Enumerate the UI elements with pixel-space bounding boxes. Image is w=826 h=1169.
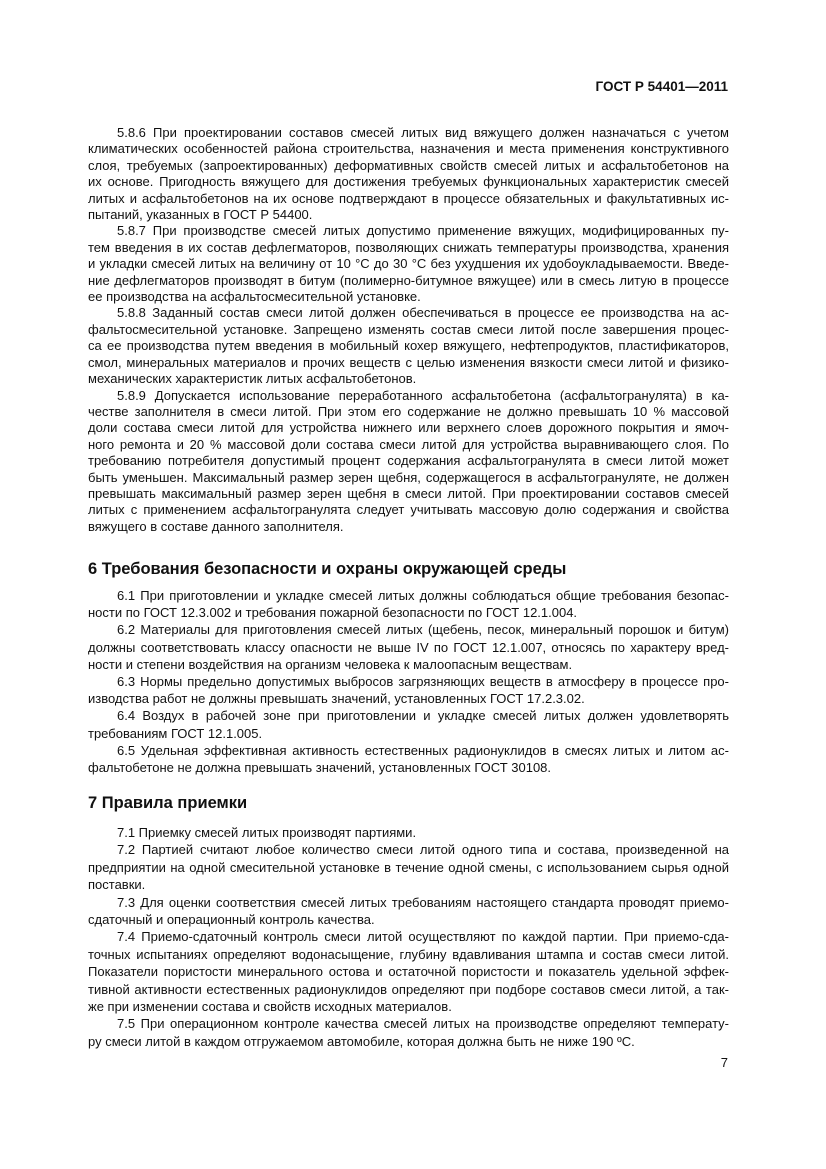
text-line: фальтобетоне не должна превышать значений, установленных ГОСТ 30108. (88, 760, 552, 776)
text-line: 6.4 Воздух в рабочей зоне при приготовлении и укладке смесей литых должен удовлетворять (117, 708, 729, 724)
text-line: тем введения в их состав дефлегматоров, позволяющих снижать температуры производства, хранения (88, 239, 729, 255)
paragraph (88, 841, 729, 893)
paragraph (88, 707, 729, 741)
text-line: 7.4 Приемо-сдаточный контроль смеси литой осуществляют по каждой партии. При приемо-сда- (117, 929, 729, 945)
page-number: 7 (720, 1055, 728, 1070)
text-line: ности по ГОСТ 12.3.002 и требования пожарной безопасности по ГОСТ 12.1.004. (88, 605, 578, 621)
text-line: требованию потребителя допустимый процент содержания асфальтогранулята в смеси литой может (88, 453, 729, 469)
text-line: честве заполнителя в смеси литой. При этом его содержание не должно превышать 10 % массовой (88, 403, 729, 419)
text-line: 6.1 При приготовлении и укладке смесей литых должны соблюдаться общие требования безопас- (117, 588, 729, 603)
text-line: 6.2 Материалы для приготовления смесей литых (щебень, песок, минеральный порошок и битум) (117, 622, 729, 638)
text-line: их основе. Пригодность вяжущего для достижения требуемых функциональных характеристик смесей (88, 174, 729, 190)
paragraph (88, 824, 729, 841)
paragraph (88, 621, 729, 673)
text-line: 7.3 Для оценки соответствия смесей литых требованиям настоящего стандарта проводят приемо- (117, 894, 729, 910)
paragraph (88, 125, 729, 223)
text-line: 6.5 Удельная эффективная активность естественных радионуклидов в смесях литых и литом ас- (117, 742, 729, 758)
text-line: превышать максимальный размер зерен щебня в смеси литой. При проектировании составов смесей (88, 485, 729, 501)
paragraph (88, 587, 729, 621)
text-line: 7.1 Приемку смесей литых производят партиями. (117, 825, 417, 840)
text-line: ру смеси литой в каждом отгружаемом автомобиле, которая должна быть не ниже 190 ºС. (88, 1033, 635, 1049)
text-line: и укладки смесей литых на величину от 10 °С до 30 °С без ухудшения их удобоукладываемости. Введе- (88, 256, 729, 272)
text-line: слоя, требуемых (запроектированных) деформативных свойств смесей литых и асфальтобетонов на (88, 157, 729, 173)
section-6-heading: 6 Требования безопасности и охраны окружающей среды (88, 560, 567, 578)
text-line: ние дефлегматоров производят в битум (полимерно-битумное вяжущее) или в смесь литую в процессе (88, 272, 729, 288)
text-line: поставки. (88, 877, 146, 893)
paragraph (88, 894, 729, 929)
text-line: 5.8.9 Допускается использование переработанного асфальтобетона (асфальтогранулята) в ка- (117, 387, 729, 403)
text-line: литых и асфальтобетонов на их основе подтверждают в процессе обязательных и факультативных ис- (88, 190, 729, 206)
text-line: 7.2 Партией считают любое количество смеси литой одного типа и состава, произведенной на (117, 842, 729, 858)
text-line: изводства работ не должны превышать значений, установленных ГОСТ 17.2.3.02. (88, 691, 585, 707)
clause-5-8-block (88, 125, 729, 535)
paragraph (88, 742, 729, 776)
text-line: Показатели пористости минерального остова и остаточной пористости и показатель удельной эффек- (88, 964, 729, 980)
paragraph (88, 388, 729, 536)
section-6-body (88, 587, 729, 776)
text-line: доли состава смеси литой для устройства нижнего или верхнего слоев дорожного покрытия и ямоч- (88, 420, 729, 436)
text-line: тивной активности естественных радионуклидов определяют при подборе составов смеси литой, а так- (88, 981, 729, 997)
text-line: предприятии на одной смесительной установке в течение одной смены, с использованием сырья одной (88, 859, 729, 875)
paragraph (88, 928, 729, 1015)
paragraph (88, 305, 729, 387)
text-line: сдаточный и операционный контроль качества. (88, 912, 375, 928)
text-line: 5.8.6 При проектировании составов смесей литых вид вяжущего должен назначаться с учетом (117, 125, 729, 140)
text-line: точных испытаниях определяют водонасыщение, глубину вдавливания штампа и состав смеси литой. (88, 946, 729, 962)
document-header: ГОСТ Р 54401—2011 (595, 79, 728, 94)
text-line: механических характеристик литых асфальтобетонов. (88, 371, 417, 387)
paragraph (88, 1015, 729, 1050)
text-line: са ее производства путем введения в мобильный кохер вяжущего, нефтепродуктов, пластификаторов, (88, 338, 729, 354)
text-line: ности и степени воздействия на организм человека к малоопасным веществам. (88, 656, 573, 672)
text-line: литых с применением асфальтогранулята следует учитывать массовую долю содержания и свойства (88, 502, 729, 518)
section-7-heading: 7 Правила приемки (88, 794, 248, 812)
paragraph (88, 673, 729, 707)
text-line: 5.8.7 При производстве смесей литых допустимо применение вяжущих, модифицированных пу- (117, 223, 729, 239)
paragraph (88, 223, 729, 305)
text-line: 7.5 При операционном контроле качества смесей литых на производстве определяют температу- (117, 1016, 729, 1032)
text-line: требованиям ГОСТ 12.1.005. (88, 725, 263, 741)
text-line: пытаний, указанных в ГОСТ Р 54400. (88, 207, 313, 223)
text-line: фальтосмесительной установке. Запрещено изменять состав смеси литой после завершения процес- (88, 321, 729, 337)
text-line: смол, минеральных материалов и прочих веществ с целью изменения вязкости смеси литой и физико- (88, 354, 729, 370)
text-line: должны соответствовать классу опасности не выше IV по ГОСТ 12.1.007, относясь по характеру вред- (88, 639, 729, 655)
text-line: ного ремонта и 20 % массовой доли состава смеси литой для устройства выравнивающего слоя. По (88, 436, 729, 452)
text-line: климатических особенностей района строительства, назначения и места применения конструктивного (88, 141, 729, 157)
text-line: вяжущего в составе данного заполнителя. (88, 518, 344, 534)
section-7-body (88, 824, 729, 1050)
text-line: ее производства на асфальтосмесительной установке. (88, 289, 421, 305)
text-line: же при изменении состава и свойств исходных материалов. (88, 999, 452, 1015)
text-line: быть уменьшен. Максимальный размер зерен щебня, содержащегося в асфальтогрануляте, не должен (88, 469, 729, 485)
text-line: 5.8.8 Заданный состав смеси литой должен обеспечиваться в процессе ее производства на ас- (117, 305, 729, 321)
text-line: 6.3 Нормы предельно допустимых выбросов загрязняющих веществ в атмосферу в процессе про- (117, 674, 729, 690)
